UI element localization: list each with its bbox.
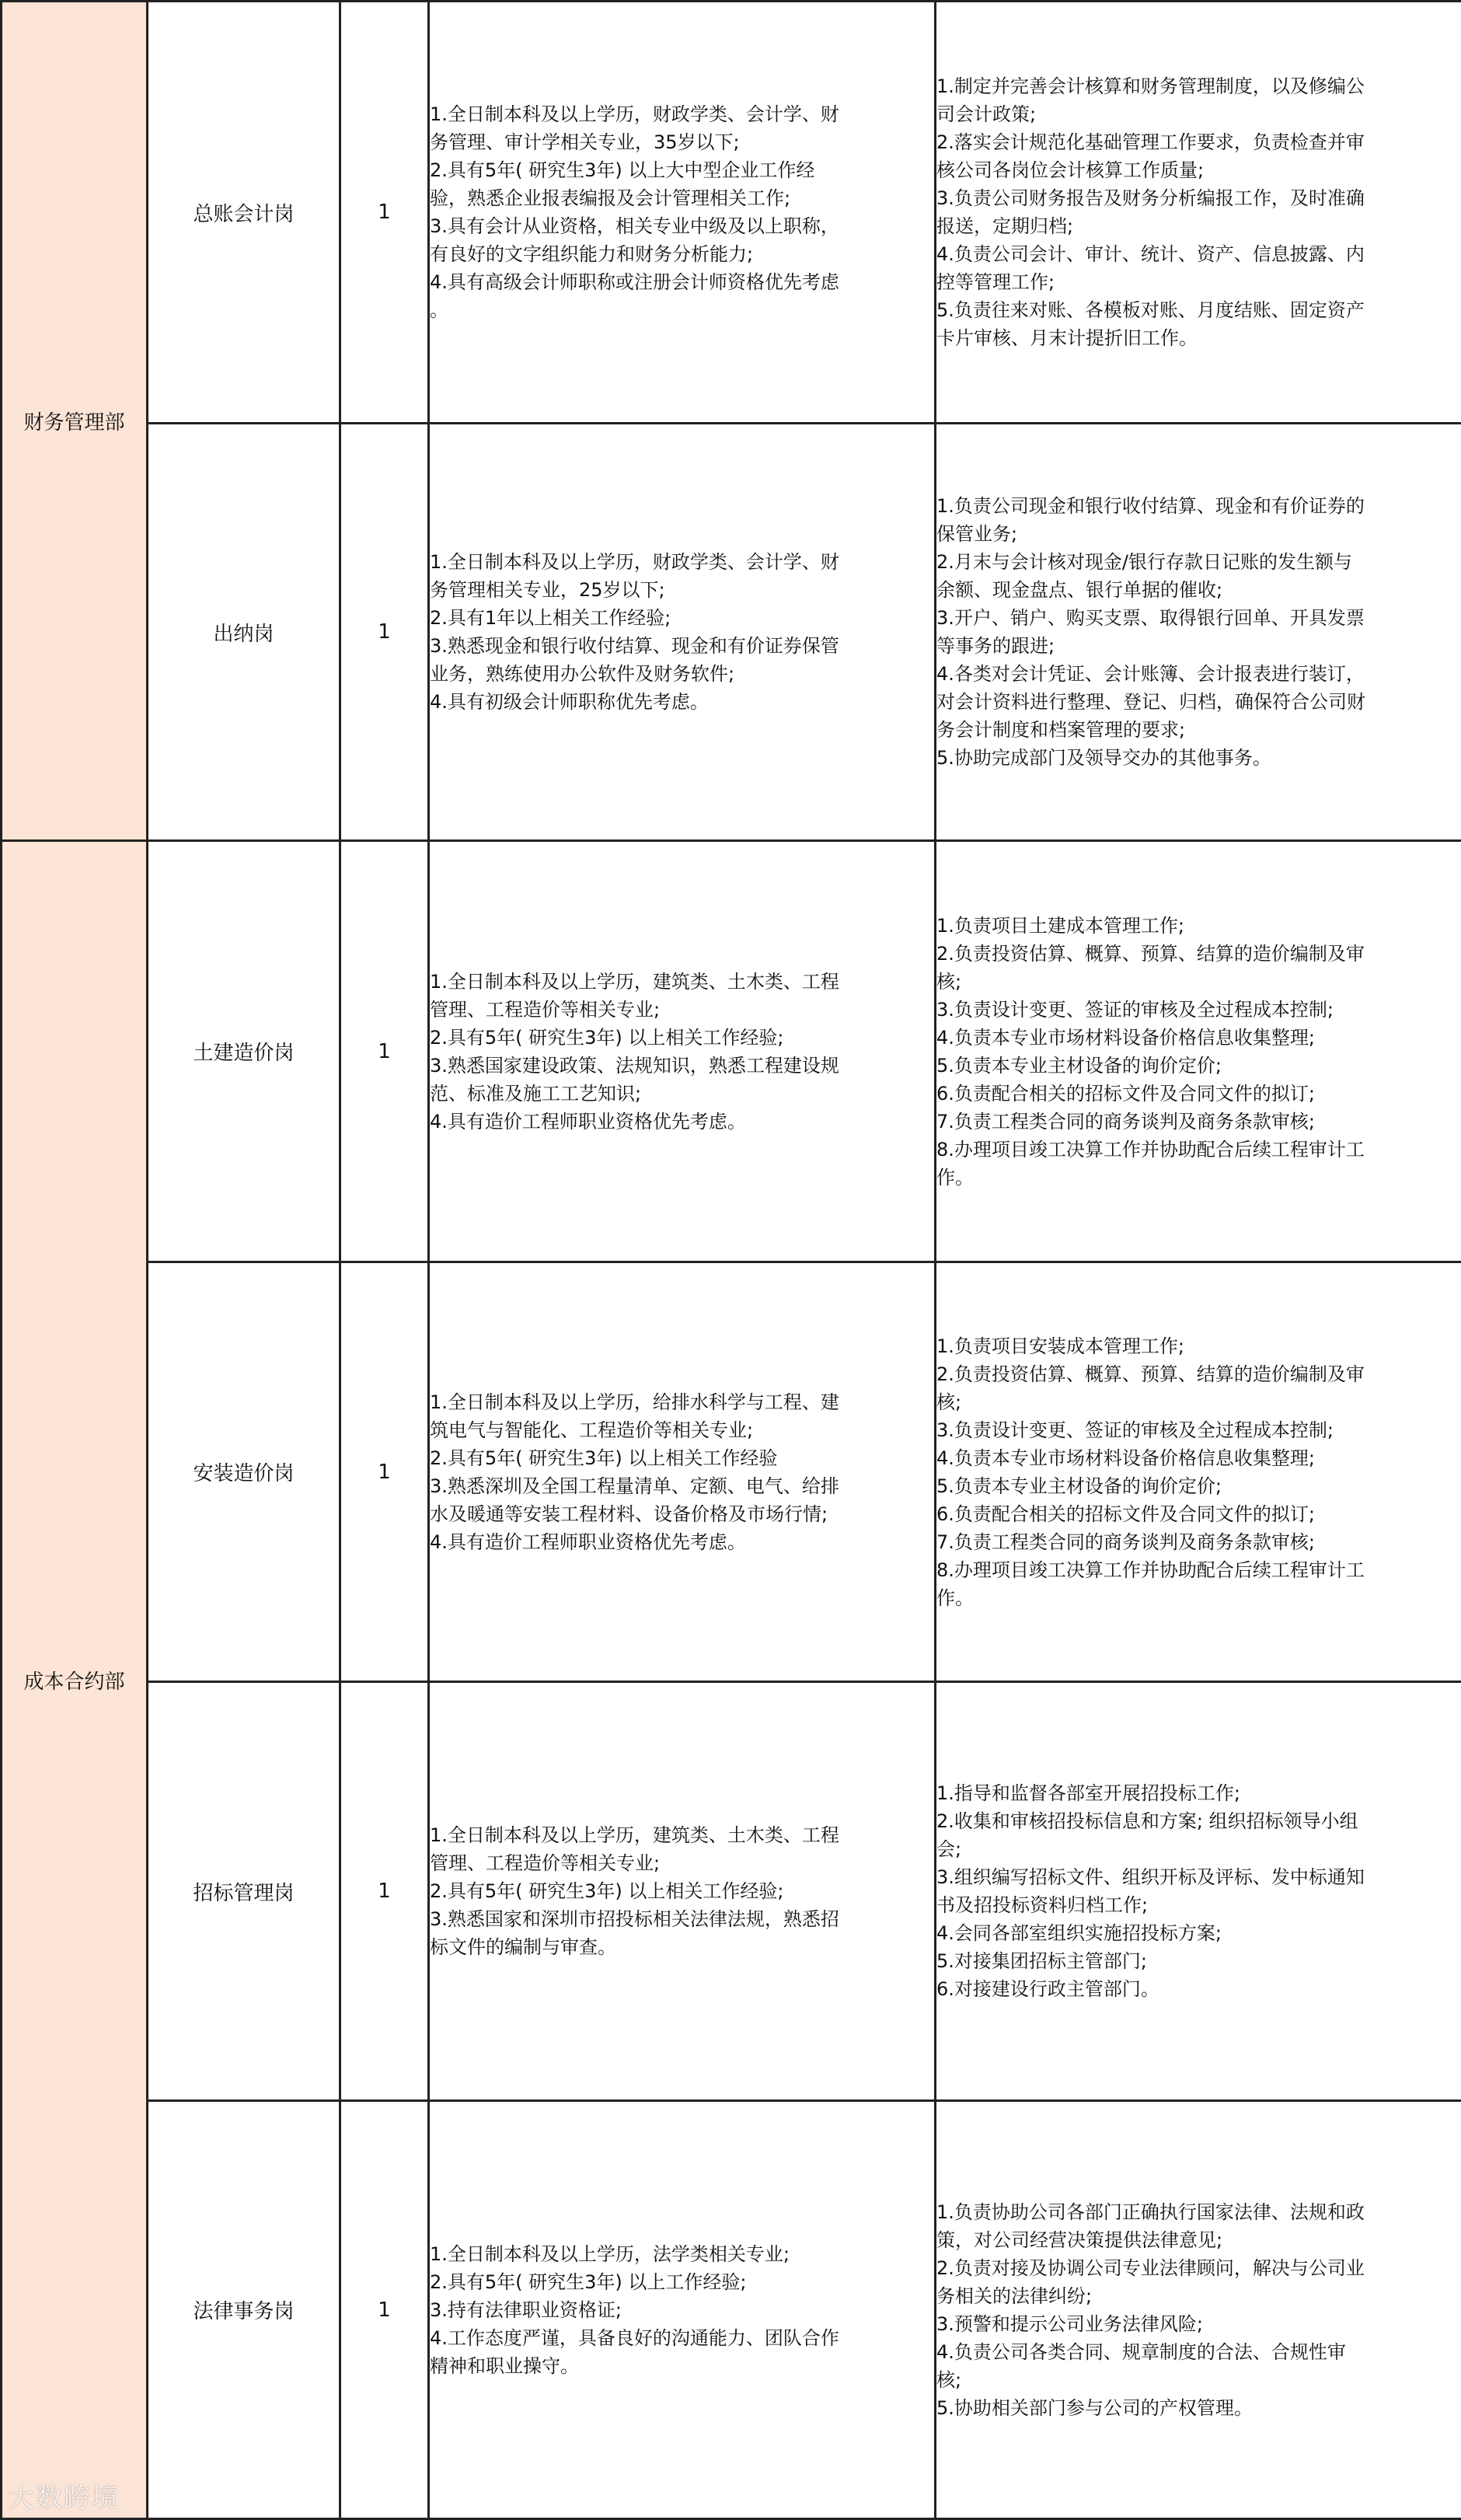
position-title: 招标管理岗 [148, 1682, 340, 2101]
table-row [2, 424, 1461, 841]
duty-line: 5.负责往来对账、各模板对账、月度结账、固定资产 [936, 299, 1365, 321]
requirements-cell [429, 2101, 936, 2519]
requirement-line: 标文件的编制与审查。 [430, 1936, 616, 1958]
duty-line: 5.负责本专业主材设备的询价定价; [936, 1475, 1222, 1497]
duty-line: 4.负责本专业市场材料设备价格信息收集整理; [936, 1447, 1315, 1469]
requirement-line: 。 [430, 299, 448, 321]
table-row [2, 2101, 1461, 2519]
duty-line: 4.负责本专业市场材料设备价格信息收集整理; [936, 1026, 1315, 1049]
duty-line: 4.会同各部室组织实施招投标方案; [936, 1922, 1222, 1944]
duty-line: 务相关的法律纠纷; [936, 2284, 1093, 2307]
requirement-line: 4.工作态度严谨，具备良好的沟通能力、团队合作 [430, 2326, 839, 2349]
duty-line: 保管业务; [936, 523, 1018, 545]
requirement-line: 1.全日制本科及以上学历，法学类相关专业; [430, 2243, 790, 2265]
table-row [2, 1262, 1461, 1682]
duty-line: 1.负责协助公司各部门正确执行国家法律、法规和政 [936, 2201, 1365, 2223]
headcount: 1 [340, 1262, 429, 1682]
duty-line: 核公司各岗位会计核算工作质量; [936, 159, 1205, 181]
duty-line: 核; [936, 970, 962, 993]
position-title: 土建造价岗 [148, 841, 340, 1262]
requirements-cell [429, 2, 936, 424]
duty-line: 7.负责工程类合同的商务谈判及商务条款审核; [936, 1530, 1315, 1553]
duty-line: 司会计政策; [936, 103, 1037, 125]
requirement-line: 业务，熟练使用办公软件及财务软件; [430, 663, 735, 685]
duty-line: 1.制定并完善会计核算和财务管理制度，以及修编公 [936, 75, 1365, 97]
table-row [2, 1682, 1461, 2101]
duty-line: 卡片审核、月末计提折旧工作。 [936, 327, 1198, 349]
duty-line: 4.负责公司各类合同、规章制度的合法、合规性审 [936, 2340, 1346, 2363]
position-title: 总账会计岗 [148, 2, 340, 424]
duty-line: 4.各类对会计凭证、会计账簿、会计报表进行装订， [936, 663, 1365, 685]
requirement-line: 1.全日制本科及以上学历，建筑类、土木类、工程 [430, 970, 839, 993]
duties-cell [936, 2, 1461, 424]
requirement-line: 3.持有法律职业资格证; [430, 2298, 622, 2321]
department-cell: 财务管理部 [2, 2, 148, 841]
requirement-line: 4.具有造价工程师职业资格优先考虑。 [430, 1110, 746, 1133]
requirement-line: 4.具有高级会计师职称或注册会计师资格优先考虑 [430, 271, 839, 293]
duty-line: 6.对接建设行政主管部门。 [936, 1978, 1159, 2000]
duty-line: 2.收集和审核招投标信息和方案; 组织招标领导小组 [936, 1810, 1358, 1832]
requirement-line: 务管理、审计学相关专业，35岁以下; [430, 131, 740, 153]
headcount: 1 [340, 2, 429, 424]
duty-line: 1.指导和监督各部室开展招投标工作; [936, 1782, 1240, 1804]
duty-line: 等事务的跟进; [936, 635, 1055, 657]
duty-line: 3.预警和提示公司业务法律风险; [936, 2312, 1203, 2335]
requirement-line: 管理、工程造价等相关专业; [430, 1852, 661, 1874]
duty-line: 核; [936, 2368, 962, 2391]
position-title: 法律事务岗 [148, 2101, 340, 2519]
requirements-cell [429, 1262, 936, 1682]
requirement-line: 2.具有5年( 研究生3年) 以上相关工作经验 [430, 1447, 778, 1469]
duties-cell [936, 1682, 1461, 2101]
requirement-line: 2.具有5年( 研究生3年) 以上相关工作经验; [430, 1026, 784, 1049]
duty-line: 7.负责工程类合同的商务谈判及商务条款审核; [936, 1110, 1315, 1133]
duty-line: 余额、现金盘点、银行单据的催收; [936, 579, 1223, 601]
duty-line: 书及招投标资料归档工作; [936, 1894, 1149, 1916]
duty-line: 4.负责公司会计、审计、统计、资产、信息披露、内 [936, 243, 1365, 265]
requirement-line: 4.具有造价工程师职业资格优先考虑。 [430, 1530, 746, 1553]
requirement-line: 管理、工程造价等相关专业; [430, 998, 661, 1021]
duty-line: 3.负责设计变更、签证的审核及全过程成本控制; [936, 1419, 1334, 1441]
requirement-line: 1.全日制本科及以上学历，给排水科学与工程、建 [430, 1391, 839, 1413]
duties-cell [936, 1262, 1461, 1682]
requirement-line: 1.全日制本科及以上学历，建筑类、土木类、工程 [430, 1824, 839, 1846]
duty-line: 1.负责公司现金和银行收付结算、现金和有价证券的 [936, 495, 1365, 517]
requirement-line: 1.全日制本科及以上学历，财政学类、会计学、财 [430, 551, 839, 573]
duty-line: 6.负责配合相关的招标文件及合同文件的拟订; [936, 1503, 1315, 1525]
duties-cell [936, 2101, 1461, 2519]
duty-line: 会; [936, 1838, 962, 1860]
headcount: 1 [340, 2101, 429, 2519]
requirement-line: 1.全日制本科及以上学历，财政学类、会计学、财 [430, 103, 839, 125]
duty-line: 5.协助完成部门及领导交办的其他事务。 [936, 747, 1271, 769]
duty-line: 6.负责配合相关的招标文件及合同文件的拟订; [936, 1082, 1315, 1105]
duty-line: 1.负责项目安装成本管理工作; [936, 1335, 1184, 1357]
requirement-line: 3.熟悉国家和深圳市招投标相关法律法规，熟悉招 [430, 1908, 839, 1930]
requirement-line: 2.具有5年( 研究生3年) 以上相关工作经验; [430, 1880, 784, 1902]
requirement-line: 筑电气与智能化、工程造价等相关专业; [430, 1419, 754, 1441]
headcount: 1 [340, 424, 429, 841]
table-row [2, 2, 1461, 424]
headcount: 1 [340, 1682, 429, 2101]
position-title: 出纳岗 [148, 424, 340, 841]
requirement-line: 3.熟悉深圳及全国工程量清单、定额、电气、给排 [430, 1475, 839, 1497]
requirement-line: 2.具有5年( 研究生3年) 以上工作经验; [430, 2270, 747, 2293]
duty-line: 8.办理项目竣工决算工作并协助配合后续工程审计工 [936, 1558, 1365, 1581]
duty-line: 5.负责本专业主材设备的询价定价; [936, 1054, 1222, 1077]
watermark: 大数跨境 [8, 2483, 120, 2514]
duty-line: 控等管理工作; [936, 271, 1055, 293]
requirements-cell [429, 424, 936, 841]
headcount: 1 [340, 841, 429, 1262]
duties-cell [936, 424, 1461, 841]
requirement-line: 有良好的文字组织能力和财务分析能力; [430, 243, 754, 265]
requirement-line: 范、标准及施工工艺知识; [430, 1082, 642, 1105]
duty-line: 3.负责设计变更、签证的审核及全过程成本控制; [936, 998, 1334, 1021]
duty-line: 2.落实会计规范化基础管理工作要求，负责检查并审 [936, 131, 1365, 153]
duty-line: 8.办理项目竣工决算工作并协助配合后续工程审计工 [936, 1138, 1365, 1161]
duty-line: 核; [936, 1391, 962, 1413]
position-title: 安装造价岗 [148, 1262, 340, 1682]
requirement-line: 2.具有1年以上相关工作经验; [430, 607, 671, 629]
requirement-line: 务管理相关专业，25岁以下; [430, 579, 665, 601]
duty-line: 1.负责项目土建成本管理工作; [936, 914, 1184, 937]
requirements-cell [429, 841, 936, 1262]
requirement-line: 精神和职业操守。 [430, 2354, 579, 2377]
duty-line: 报送，定期归档; [936, 215, 1074, 237]
duty-line: 2.负责对接及协调公司专业法律顾问，解决与公司业 [936, 2256, 1365, 2279]
requirement-line: 3.熟悉国家建设政策、法规知识，熟悉工程建设规 [430, 1054, 839, 1077]
duty-line: 3.组织编写招标文件、组织开标及评标、发中标通知 [936, 1866, 1365, 1888]
duty-line: 策，对公司经营决策提供法律意见; [936, 2229, 1223, 2251]
duty-line: 5.对接集团招标主管部门; [936, 1950, 1147, 1972]
requirements-cell [429, 1682, 936, 2101]
duty-line: 2.负责投资估算、概算、预算、结算的造价编制及审 [936, 1363, 1365, 1385]
duty-line: 作。 [936, 1166, 974, 1188]
duties-cell [936, 841, 1461, 1262]
duty-line: 作。 [936, 1586, 974, 1609]
duty-line: 务会计制度和档案管理的要求; [936, 719, 1186, 741]
duty-line: 2.月末与会计核对现金/银行存款日记账的发生额与 [936, 551, 1352, 573]
table-row [2, 841, 1461, 1262]
duty-line: 5.协助相关部门参与公司的产权管理。 [936, 2396, 1253, 2419]
requirement-line: 验，熟悉企业报表编报及会计管理相关工作; [430, 187, 791, 209]
requirement-line: 水及暖通等安装工程材料、设备价格及市场行情; [430, 1503, 828, 1525]
duty-line: 3.负责公司财务报告及财务分析编报工作，及时准确 [936, 187, 1365, 209]
duty-line: 3.开户、销户、购买支票、取得银行回单、开具发票 [936, 607, 1365, 629]
duty-line: 2.负责投资估算、概算、预算、结算的造价编制及审 [936, 942, 1365, 965]
duty-line: 对会计资料进行整理、登记、归档，确保符合公司财 [936, 691, 1365, 713]
requirement-line: 3.熟悉现金和银行收付结算、现金和有价证券保管 [430, 635, 839, 657]
department-cell: 成本合约部 [2, 841, 148, 2519]
requirement-line: 4.具有初级会计师职称优先考虑。 [430, 691, 709, 713]
requirement-line: 2.具有5年( 研究生3年) 以上大中型企业工作经 [430, 159, 815, 181]
requirement-line: 3.具有会计从业资格，相关专业中级及以上职称， [430, 215, 839, 237]
